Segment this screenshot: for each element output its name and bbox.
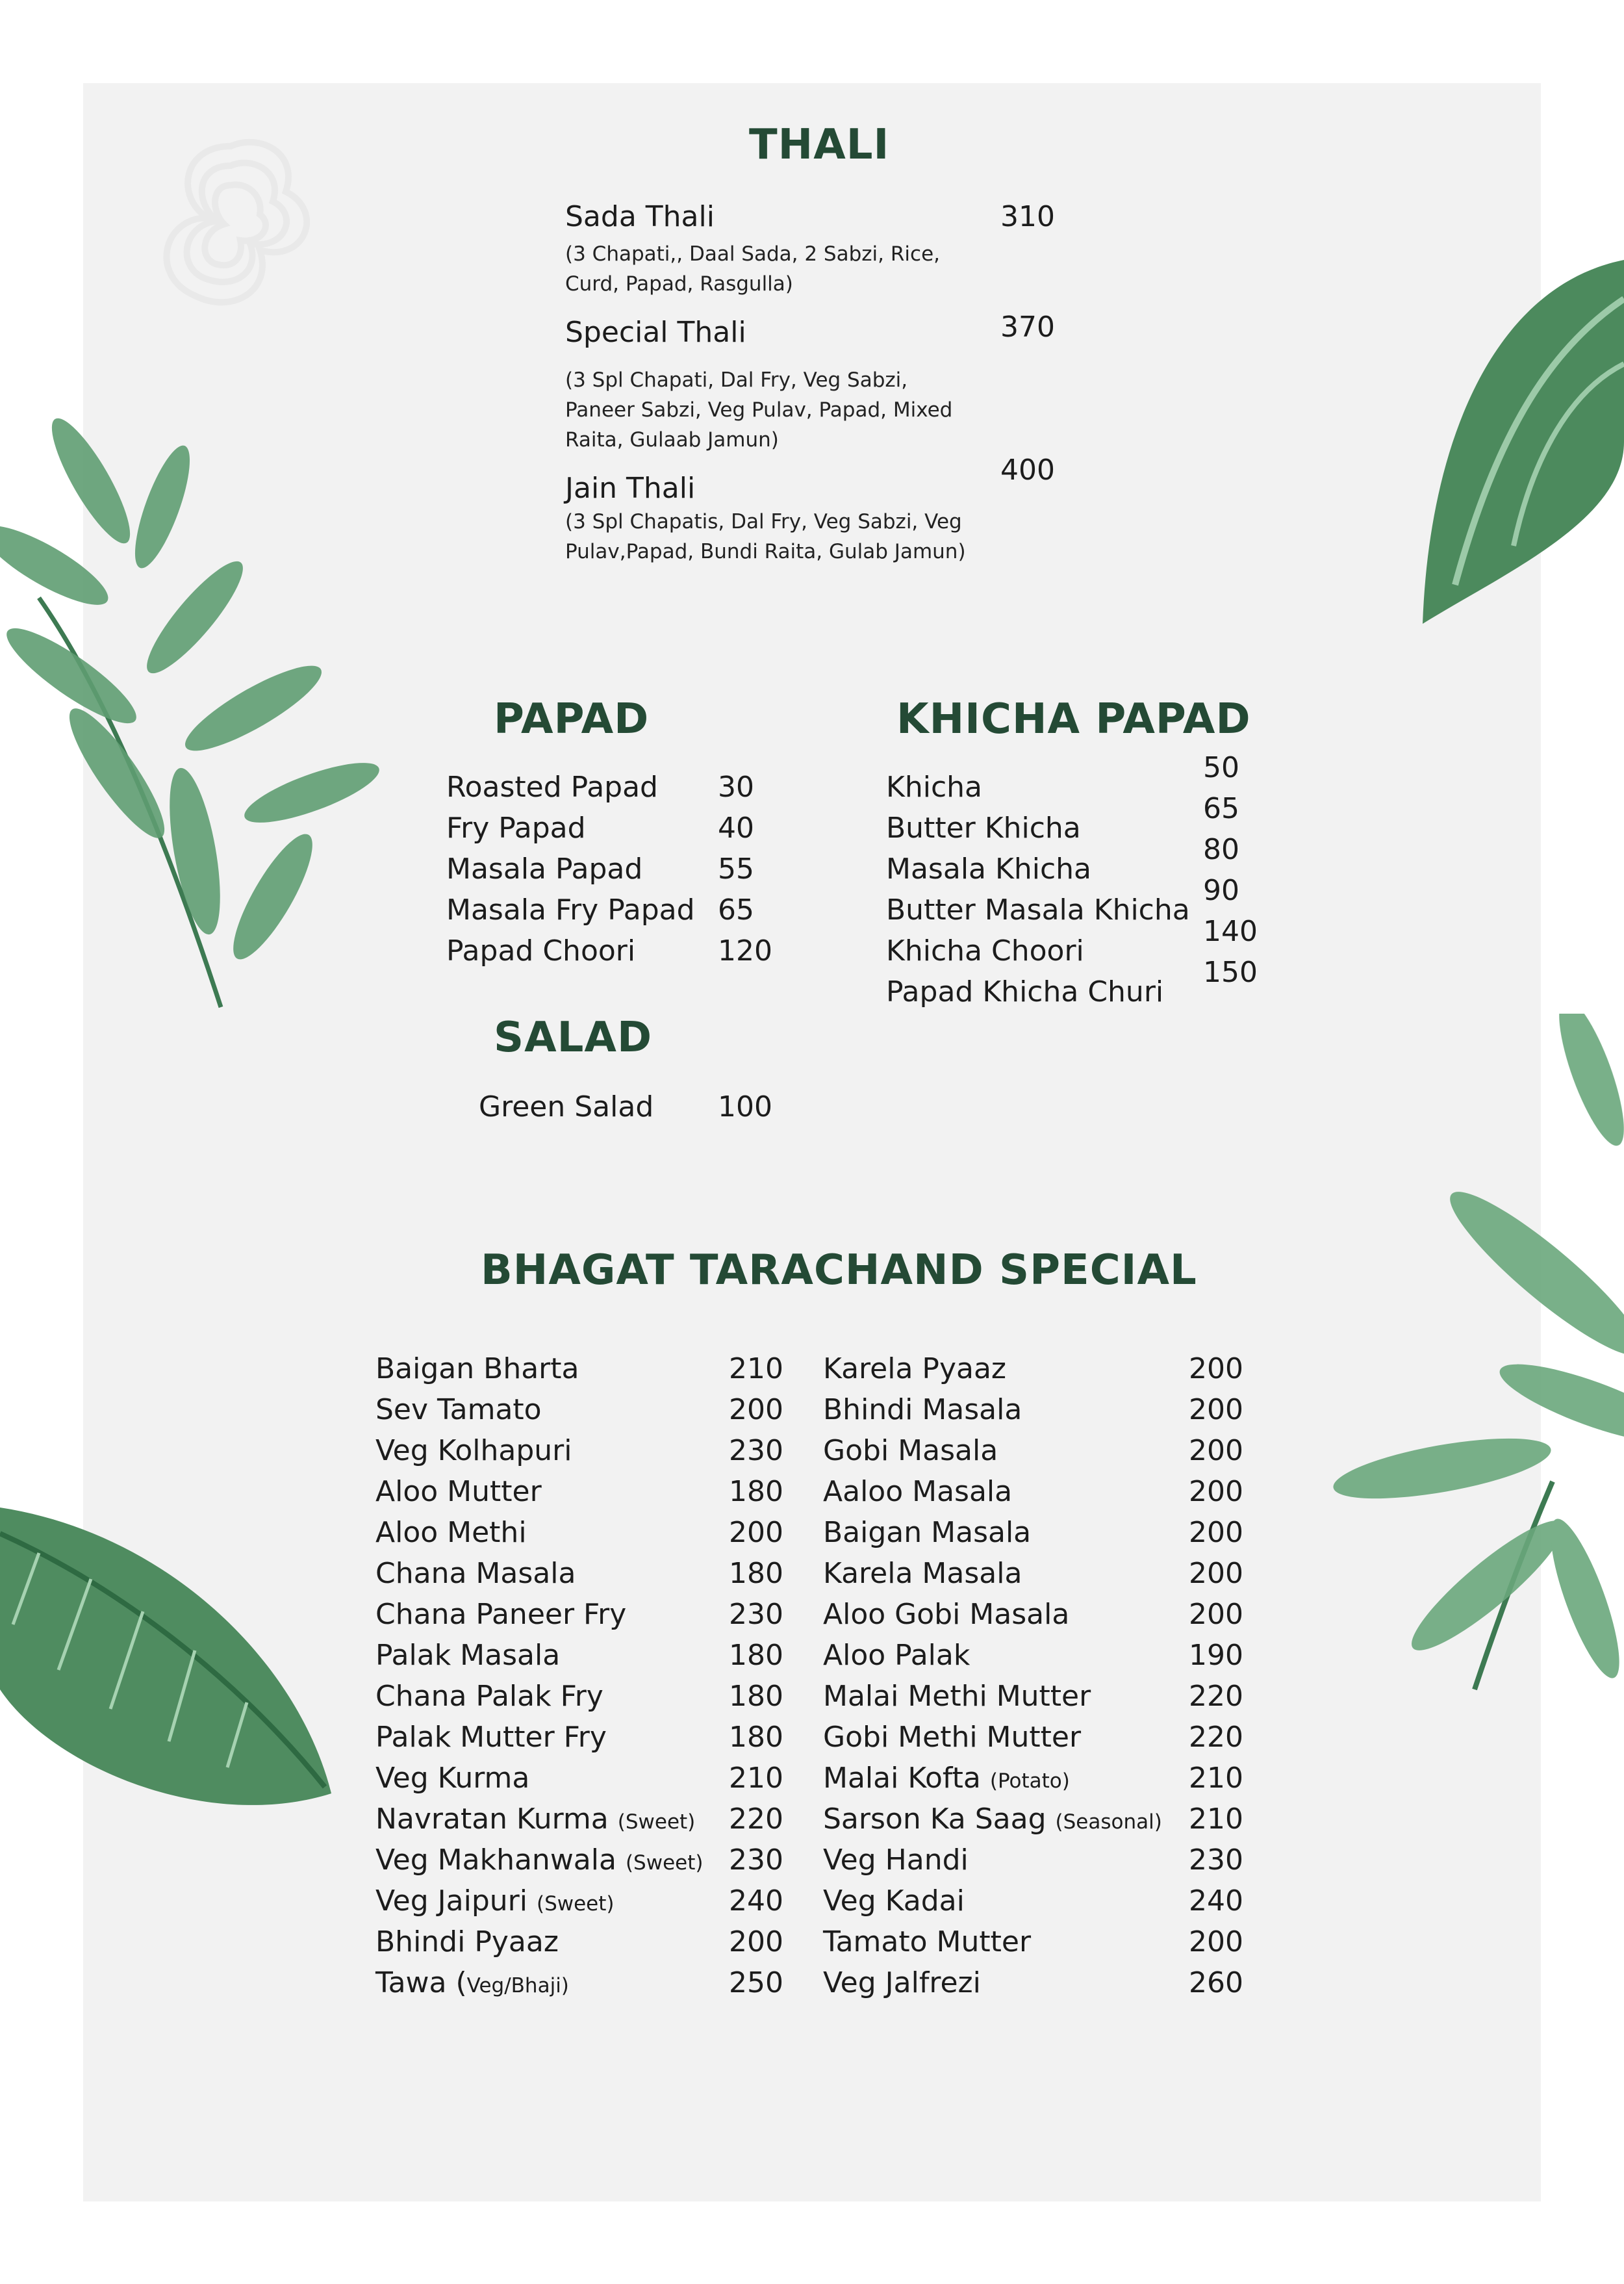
khicha-item-price: 150 — [1203, 956, 1258, 989]
leaf-illustration — [0, 1495, 338, 1832]
special-item — [823, 1764, 1070, 1793]
special-item — [823, 1475, 1013, 1508]
special-item-price: 230 — [729, 1598, 783, 1631]
special-item — [375, 1925, 559, 1958]
khicha-item-name: Butter Masala Khicha — [886, 893, 1190, 927]
leaf-illustration — [1319, 1014, 1624, 1702]
special-item-note: (Seasonal) — [1055, 1810, 1162, 1834]
khicha-item-price: 140 — [1203, 915, 1258, 948]
papad-item-price: 30 — [718, 771, 754, 804]
papad-item-name: Masala Fry Papad — [446, 893, 695, 927]
thali-item-desc: Paneer Sabzi, Veg Pulav, Papad, Mixed — [565, 398, 953, 422]
special-item-price: 180 — [729, 1721, 783, 1754]
special-item — [375, 1393, 542, 1426]
special-item — [823, 1966, 981, 1999]
thali-item-price: 310 — [1000, 200, 1055, 233]
special-item-price: 240 — [729, 1884, 783, 1918]
leaf-illustration — [0, 403, 403, 1020]
special-item-name: Palak Mutter Fry — [375, 1721, 607, 1754]
special-item-name: Aloo Methi — [375, 1516, 527, 1549]
special-item-price: 200 — [1189, 1434, 1243, 1467]
special-item-price: 230 — [729, 1434, 783, 1467]
khicha-item-name: Papad Khicha Churi — [886, 975, 1164, 1008]
papad-heading: PAPAD — [494, 695, 650, 743]
special-item-name: Chana Paneer Fry — [375, 1598, 627, 1631]
special-item — [823, 1641, 970, 1670]
special-item-price: 220 — [729, 1803, 783, 1836]
special-item-price: 200 — [729, 1393, 783, 1426]
special-item-price: 210 — [1189, 1803, 1243, 1836]
special-item-price: 220 — [1189, 1721, 1243, 1754]
special-item-note: Veg/Bhaji) — [466, 1974, 569, 1997]
special-item-price: 190 — [1189, 1639, 1243, 1672]
thali-heading: THALI — [749, 121, 890, 169]
special-item — [375, 1475, 542, 1508]
special-item-price: 200 — [1189, 1393, 1243, 1426]
special-item-name: Veg Kadai — [823, 1884, 965, 1918]
khicha-item-price: 65 — [1203, 792, 1239, 825]
salad-heading: SALAD — [494, 1014, 653, 1062]
special-item — [375, 1434, 572, 1467]
special-item — [375, 1723, 607, 1752]
special-item-note: (Sweet) — [536, 1892, 615, 1916]
khicha-item-name: Butter Khicha — [886, 812, 1081, 845]
special-item-name: Chana Masala — [375, 1557, 576, 1590]
special-item — [375, 1641, 560, 1670]
special-item-price: 200 — [729, 1925, 783, 1958]
special-item-name: Veg Handi — [823, 1843, 969, 1877]
special-item — [823, 1393, 1022, 1426]
special-item-note: (Sweet) — [625, 1851, 704, 1875]
salad-item-price: 100 — [718, 1090, 772, 1123]
special-item-name: Veg Jalfrezi — [823, 1966, 981, 1999]
thali-item-price: 400 — [1000, 454, 1055, 487]
special-item — [375, 1884, 615, 1918]
khicha-item-price: 90 — [1203, 874, 1239, 907]
khicha-item-price: 50 — [1203, 751, 1239, 784]
thali-item-name: Special Thali — [565, 316, 746, 349]
special-item-name: Baigan Bharta — [375, 1352, 579, 1385]
special-item — [823, 1434, 998, 1467]
special-item-name: Palak Masala — [375, 1639, 561, 1672]
special-item-name: Bhindi Masala — [823, 1393, 1022, 1426]
thali-item-name: Jain Thali — [565, 472, 696, 505]
special-item-name: Veg Kolhapuri — [375, 1434, 572, 1467]
special-item — [375, 1600, 626, 1629]
special-item — [823, 1925, 1032, 1958]
special-item — [823, 1682, 1091, 1711]
thali-item-price: 370 — [1000, 311, 1055, 344]
special-item-price: 230 — [1189, 1843, 1243, 1877]
special-item-price: 210 — [1189, 1762, 1243, 1795]
special-item — [823, 1723, 1081, 1752]
special-item-name: Veg Jaipuri — [375, 1884, 527, 1918]
special-item — [375, 1764, 529, 1793]
thali-item-desc: (3 Spl Chapatis, Dal Fry, Veg Sabzi, Veg — [565, 510, 962, 533]
special-item-name: Aloo Gobi Masala — [823, 1598, 1070, 1631]
special-item-price: 180 — [729, 1639, 783, 1672]
thali-item-name: Sada Thali — [565, 200, 715, 233]
special-item-price: 220 — [1189, 1680, 1243, 1713]
special-item-name: Chana Palak Fry — [375, 1680, 603, 1713]
khicha-item-name: Khicha Choori — [886, 934, 1084, 968]
khicha-papad-heading: KHICHA PAPAD — [896, 695, 1251, 743]
special-item-price: 240 — [1189, 1884, 1243, 1918]
special-item — [375, 1966, 569, 1999]
special-item-price: 200 — [1189, 1352, 1243, 1385]
special-item — [823, 1516, 1032, 1549]
special-item — [375, 1682, 603, 1711]
special-item — [823, 1352, 1007, 1385]
special-item — [823, 1805, 1162, 1834]
special-item — [823, 1884, 965, 1918]
special-item-name: Aloo Mutter — [375, 1475, 542, 1508]
special-item-name: Bhindi Pyaaz — [375, 1925, 559, 1958]
special-item-name: Sev Tamato — [375, 1393, 542, 1426]
khicha-item-name: Masala Khicha — [886, 853, 1091, 886]
special-item-name: Baigan Masala — [823, 1516, 1032, 1549]
special-item-name: Malai Methi Mutter — [823, 1680, 1091, 1713]
special-item-name: Gobi Masala — [823, 1434, 998, 1467]
special-item-name: Aloo Palak — [823, 1639, 971, 1672]
special-item — [823, 1843, 969, 1877]
special-item-price: 200 — [1189, 1598, 1243, 1631]
special-item-price: 210 — [729, 1352, 783, 1385]
papad-item-name: Roasted Papad — [446, 771, 658, 804]
papad-item-name: Fry Papad — [446, 812, 586, 845]
special-item-note: (Potato) — [989, 1769, 1070, 1793]
special-item-name: Malai Kofta — [823, 1762, 981, 1795]
papad-item-price: 55 — [718, 853, 754, 886]
papad-item-name: Masala Papad — [446, 853, 643, 886]
special-item-note: (Sweet) — [617, 1810, 696, 1834]
special-item-price: 200 — [1189, 1516, 1243, 1549]
thali-item-desc: Pulav,Papad, Bundi Raita, Gulab Jamun) — [565, 540, 966, 563]
special-item-name: Tamato Mutter — [823, 1925, 1032, 1958]
special-item-price: 180 — [729, 1680, 783, 1713]
special-item — [375, 1352, 579, 1385]
thali-item-desc: Curd, Papad, Rasgulla) — [565, 272, 793, 296]
special-item-price: 200 — [1189, 1557, 1243, 1590]
special-item-price: 200 — [729, 1516, 783, 1549]
special-item-price: 180 — [729, 1475, 783, 1508]
special-item — [823, 1559, 1022, 1588]
leaf-illustration — [1416, 247, 1624, 637]
khicha-item-price: 80 — [1203, 833, 1239, 866]
special-item-price: 250 — [729, 1966, 783, 1999]
special-item-price: 260 — [1189, 1966, 1243, 1999]
special-item-name: Gobi Methi Mutter — [823, 1721, 1082, 1754]
special-heading: BHAGAT TARACHAND SPECIAL — [481, 1246, 1197, 1294]
special-item-name: Veg Makhanwala — [375, 1843, 616, 1877]
logo-watermark — [123, 120, 338, 335]
thali-item-desc: (3 Chapati,, Daal Sada, 2 Sabzi, Rice, — [565, 242, 940, 266]
special-item-name: Veg Kurma — [375, 1762, 530, 1795]
papad-item-price: 65 — [718, 893, 754, 927]
special-item — [375, 1805, 695, 1834]
special-item — [823, 1600, 1069, 1629]
papad-item-price: 120 — [718, 934, 772, 968]
special-item-name: Karela Pyaaz — [823, 1352, 1007, 1385]
special-item — [375, 1843, 704, 1877]
thali-item-desc: (3 Spl Chapati, Dal Fry, Veg Sabzi, — [565, 368, 908, 392]
special-item-price: 230 — [729, 1843, 783, 1877]
special-item-name: Tawa ( — [375, 1966, 467, 1999]
special-item-name: Aaloo Masala — [823, 1475, 1013, 1508]
thali-item-desc: Raita, Gulaab Jamun) — [565, 428, 779, 452]
special-item-name: Sarson Ka Saag — [823, 1803, 1047, 1836]
special-item-price: 210 — [729, 1762, 783, 1795]
special-item-name: Navratan Kurma — [375, 1803, 609, 1836]
khicha-item-name: Khicha — [886, 771, 983, 804]
special-item-price: 180 — [729, 1557, 783, 1590]
special-item — [375, 1516, 527, 1549]
special-item-name: Karela Masala — [823, 1557, 1022, 1590]
special-item-price: 200 — [1189, 1925, 1243, 1958]
special-item — [375, 1559, 576, 1588]
salad-item-name: Green Salad — [479, 1090, 654, 1123]
special-item-price: 200 — [1189, 1475, 1243, 1508]
papad-item-price: 40 — [718, 812, 754, 845]
papad-item-name: Papad Choori — [446, 934, 636, 968]
